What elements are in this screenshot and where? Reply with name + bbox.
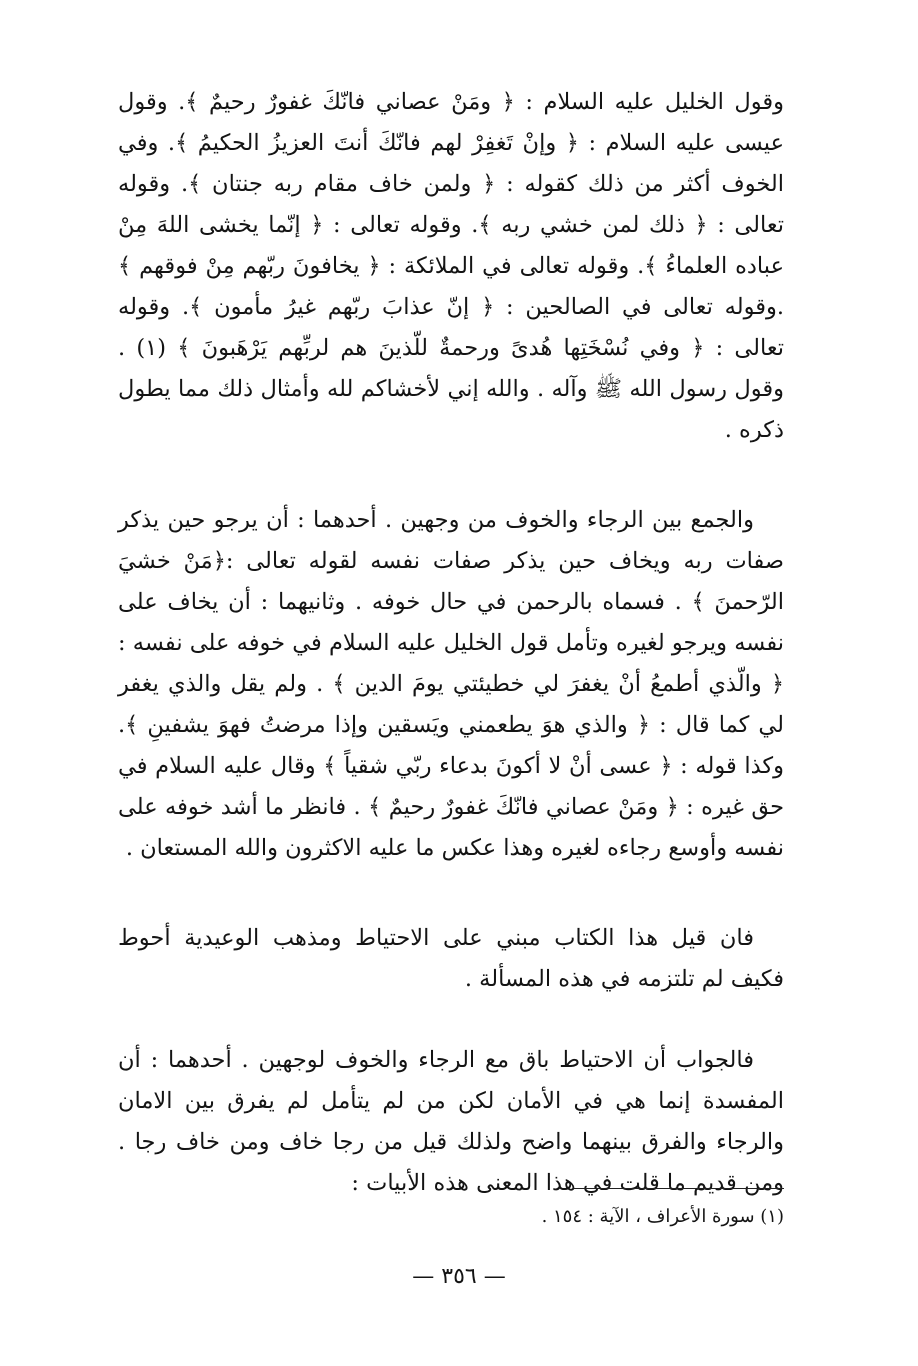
footnote-divider: [574, 1188, 784, 1189]
paragraph-hope-and-fear: والجمع بين الرجاء والخوف من وجهين . أحدهما : أن يرجو حين يذكر صفات ربه ويخاف حين يذكر صفات نفسه لقوله تعالى :﴿مَنْ خشيَ الرّحمنَ ﴾ . فسماه بالرحمن في حال خوفه . وثانيهما : أن يخاف على نفسه ويرجو لغيره وتأمل قول الخليل عليه السلام في خوفه على نفسه : ﴿ والّذي أطمعُ أنْ يغفرَ لي خطيئتي يومَ الدين ﴾ . ولم يقل والذي يغفر لي كما قال : ﴿ والذي هوَ يطعمني ويَسقين وإذا مرضتُ فهوَ يشفينِ ﴾. وكذا قوله : ﴿ عسى أنْ لا أكونَ بدعاء ربّي شقياً ﴾ وقال عليه السلام في حق غيره : ﴿ ومَنْ عصاني فانّكَ غفورٌ رحيمٌ ﴾ . فانظر ما أشد خوفه على نفسه وأوسع رجاءه لغيره وهذا عكس ما عليه الاكثرون والله المستعان .: [118, 507, 784, 861]
paragraph-objection: فان قيل هذا الكتاب مبني على الاحتياط ومذهب الوعيدية أحوط فكيف لم تلتزمه في هذه المسألة .: [118, 925, 784, 992]
paragraph-answer: فالجواب أن الاحتياط باق مع الرجاء والخوف لوجهين . أحدهما : أن المفسدة إنما هي في الأمان لكن من لم يتأمل لم يفرق بين الامان والرجاء والفرق بينهما واضح ولذلك قيل من رجا خاف ومن خاف رجا . ومن قديم ما قلت في هذا المعنى هذه الأبيات :: [118, 1047, 784, 1196]
page-number: — ٣٥٦ —: [412, 1264, 506, 1289]
paragraph-quranic-verses: وقول الخليل عليه السلام : ﴿ ومَنْ عصاني فانّكَ غفورٌ رحيمٌ ﴾. وقول عيسى عليه السلام : ﴿ وإنْ تَغفِرْ لهم فانّكَ أنتَ العزيزُ الحكيمُ ﴾. وفي الخوف أكثر من ذلك كقوله : ﴿ ولمن خاف مقام ربه جنتان ﴾. وقوله تعالى : ﴿ ذلك لمن خشي ربه ﴾. وقوله تعالى : ﴿ إنّما يخشى اللهَ مِنْ عباده العلماءُ ﴾. وقوله تعالى في الملائكة : ﴿ يخافونَ ربّهم مِنْ فوقهم ﴾ .وقوله تعالى في الصالحين : ﴿ إنّ عذابَ ربّهم غيرُ مأمون ﴾. وقوله تعالى : ﴿ وفي نُسْخَتِها هُدىً ورحمةٌ للّذينَ هم لربِّهم يَرْهَبونَ ﴾ (١) . وقول رسول الله ﷺ وآله . والله إني لأخشاكم لله وأمثال ذلك مما يطول ذكره .: [118, 89, 784, 443]
footnote: (١) سورة الأعراف ، الآية : ١٥٤ .: [541, 1206, 784, 1227]
